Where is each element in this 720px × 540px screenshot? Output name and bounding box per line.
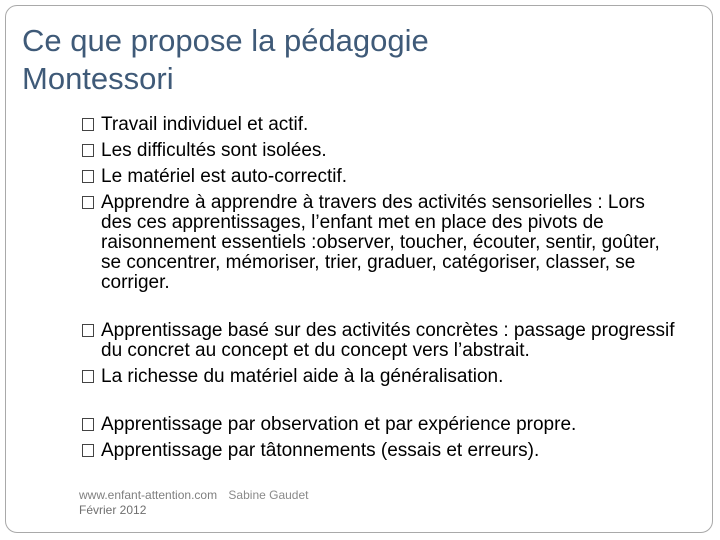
bullet-text: La richesse du matériel aide à la généralisation. (101, 366, 504, 387)
bullet-item (80, 141, 680, 161)
bullet-item (80, 193, 680, 293)
bullet-box-icon (82, 418, 94, 431)
bullet-text: Le matériel est auto-correctif. (101, 166, 348, 187)
bullet-item (80, 415, 680, 435)
bullet-text: Apprentissage basé sur des activités concrètes : passage progressif du concret au concept et du concept vers l’abstrait. (101, 320, 675, 361)
bullet-list (80, 115, 680, 467)
bullet-text: Les difficultés sont isolées. (101, 140, 327, 161)
footer-author: Sabine Gaudet (228, 488, 309, 502)
bullet-box-icon (82, 170, 94, 183)
bullet-text: Travail individuel et actif. (101, 114, 309, 135)
slide-footer (79, 488, 308, 518)
bullet-item (80, 441, 680, 461)
bullet-item (80, 167, 680, 187)
bullet-box-icon (82, 444, 94, 457)
bullet-box-icon (82, 118, 94, 131)
footer-date: Février 2012 (79, 503, 147, 517)
bullet-item (80, 115, 680, 135)
bullet-box-icon (82, 196, 94, 209)
bullet-text: Apprendre à apprendre à travers des activités sensorielles : Lors des ces apprentissages, l’enfant met en place des pivots de raisonnement essentiels :observer, toucher, écouter, sentir, goûter, se concentrer, mémoriser, trier, graduer, catégoriser, classer, se corriger. (101, 192, 660, 293)
bullet-item (80, 321, 680, 361)
bullet-box-icon (82, 144, 94, 157)
bullet-text: Apprentissage par tâtonnements (essais et erreurs). (101, 440, 540, 461)
slide-title: Ce que propose la pédagogie Montessori (22, 23, 429, 96)
bullet-item (80, 367, 680, 387)
bullet-text: Apprentissage par observation et par expérience propre. (101, 414, 577, 435)
footer-url: www.enfant-attention.com (79, 488, 218, 502)
bullet-box-icon (82, 370, 94, 383)
bullet-box-icon (82, 324, 94, 337)
